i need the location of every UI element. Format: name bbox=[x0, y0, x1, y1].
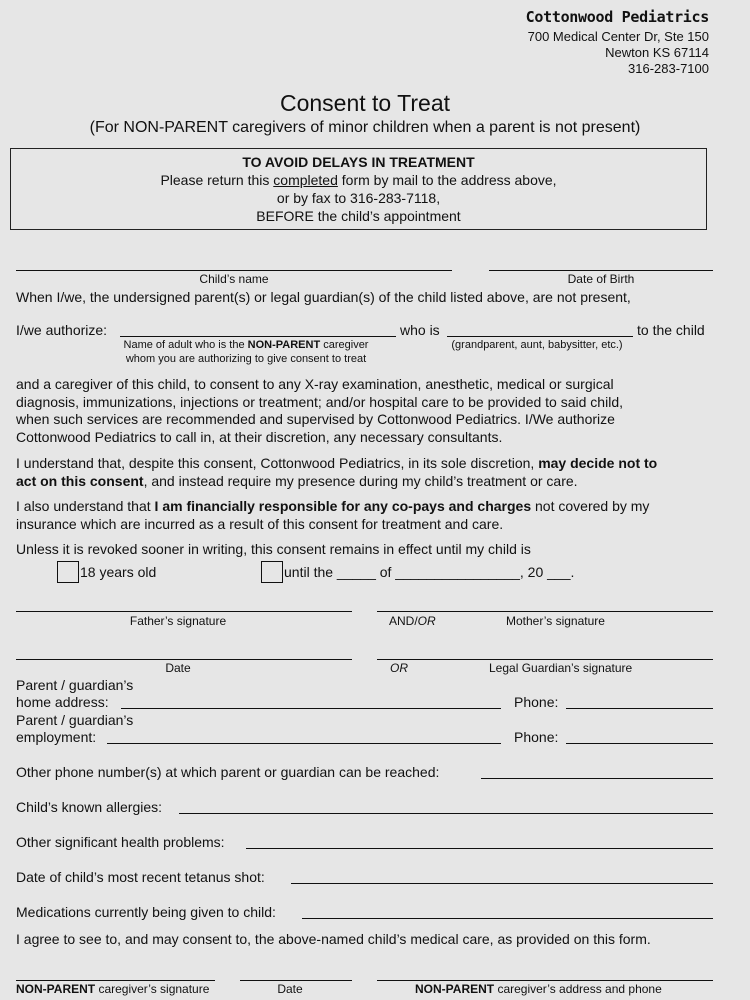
other-phone-field[interactable] bbox=[481, 778, 713, 779]
employment-phone-field[interactable] bbox=[566, 743, 713, 744]
home-address-label1: Parent / guardian’s bbox=[16, 677, 134, 693]
parent-date-label: Date bbox=[165, 661, 191, 675]
medications-label: Medications currently being given to child: bbox=[16, 904, 276, 920]
date-of-birth-field[interactable] bbox=[489, 270, 713, 271]
notice-line1 bbox=[11, 172, 706, 189]
notice-line2: or by fax to 316-283-7118, bbox=[276, 190, 441, 206]
discretion-line2-post: , and instead require my presence during my child’s treatment or care. bbox=[143, 472, 578, 489]
intro-text: When I/we, the undersigned parent(s) or legal guardian(s) of the child listed above, are not present, bbox=[16, 289, 631, 305]
authorize-prefix: I/we authorize: bbox=[16, 322, 108, 338]
notice-underlined-word: completed bbox=[273, 172, 338, 188]
caption1-pre: Name of adult who is the bbox=[123, 339, 248, 351]
caregiver-date-label: Date bbox=[277, 982, 303, 996]
consent-paragraph bbox=[16, 376, 716, 446]
duration-text: Unless it is revoked sooner in writing, this consent remains in effect until my child is bbox=[16, 541, 531, 557]
until-date-checkbox[interactable] bbox=[261, 561, 283, 583]
caregiver-address-field[interactable] bbox=[377, 980, 713, 981]
clinic-phone: 316-283-7100 bbox=[628, 61, 709, 76]
employment-label1: Parent / guardian’s bbox=[16, 712, 134, 728]
eighteen-years-checkbox[interactable] bbox=[57, 561, 79, 583]
discretion-line2 bbox=[16, 473, 726, 491]
caption1-bold: NON-PARENT bbox=[247, 339, 321, 351]
guardian-or-label: OR bbox=[390, 661, 408, 675]
notice-line1-pre: Please return this bbox=[160, 172, 274, 188]
notice-line1-post: form by mail to the address above, bbox=[337, 172, 557, 188]
financial-line1-pre: I also understand that bbox=[16, 498, 155, 514]
discretion-line2-bold: act on this consent bbox=[16, 472, 144, 489]
parent-date-field[interactable] bbox=[16, 659, 352, 660]
father-signature-field[interactable] bbox=[16, 611, 352, 612]
and-label: AND/ bbox=[389, 614, 418, 628]
caregiver-signature-field[interactable] bbox=[16, 980, 215, 981]
employment-phone-label: Phone: bbox=[514, 729, 559, 745]
non-parent-name-field[interactable] bbox=[120, 336, 396, 337]
discretion-line1-pre: I understand that, despite this consent, Cottonwood Pediatrics, in its sole discretion, bbox=[16, 455, 539, 471]
non-parent-name-caption2: whom you are authorizing to give consent to treat bbox=[125, 353, 367, 365]
notice-line3: BEFORE the child’s appointment bbox=[256, 208, 461, 224]
until-date-label: until the _____ of ________________, 20 ___. bbox=[284, 564, 575, 580]
caregiver-address-post: caregiver’s address and phone bbox=[494, 982, 662, 996]
financial-line2: insurance which are incurred as a result of this consent for treatment and care. bbox=[16, 515, 504, 532]
health-problems-label: Other significant health problems: bbox=[16, 834, 225, 850]
date-of-birth-label: Date of Birth bbox=[567, 272, 635, 286]
caption1-post: caregiver bbox=[320, 339, 369, 351]
allergies-label: Child’s known allergies: bbox=[16, 799, 163, 815]
notice-box bbox=[10, 148, 707, 230]
clinic-address-line2: Newton KS 67114 bbox=[605, 45, 709, 60]
form-subtitle: (For NON-PARENT caregivers of minor children when a parent is not present) bbox=[89, 119, 641, 136]
allergies-field[interactable] bbox=[179, 813, 713, 814]
tetanus-field[interactable] bbox=[291, 883, 713, 884]
father-signature-label: Father’s signature bbox=[129, 614, 227, 628]
caregiver-signature-bold: NON-PARENT bbox=[16, 982, 96, 996]
medications-field[interactable] bbox=[302, 918, 713, 919]
eighteen-years-label: 18 years old bbox=[80, 564, 157, 580]
consent-line2: diagnosis, immunizations, injections or treatment; and/or hospital care to be provided to said child, bbox=[16, 393, 623, 410]
clinic-address-line1: 700 Medical Center Dr, Ste 150 bbox=[527, 29, 709, 44]
employment-label2: employment: bbox=[16, 729, 97, 745]
relationship-field[interactable] bbox=[447, 336, 633, 337]
home-address-field[interactable] bbox=[121, 708, 501, 709]
agreement-text: I agree to see to, and may consent to, the above-named child’s medical care, as provided on this form. bbox=[16, 931, 651, 947]
financial-paragraph bbox=[16, 498, 726, 533]
guardian-signature-field[interactable] bbox=[377, 659, 713, 660]
non-parent-name-caption1 bbox=[96, 339, 396, 352]
caregiver-signature-label bbox=[16, 983, 209, 996]
home-phone-field[interactable] bbox=[566, 708, 713, 709]
discretion-line1-bold: may decide not to bbox=[538, 455, 658, 471]
consent-line4: Cottonwood Pediatrics to call in, at their discretion, any necessary consultants. bbox=[16, 428, 503, 445]
notice-heading: TO AVOID DELAYS IN TREATMENT bbox=[242, 154, 475, 170]
and-or-label bbox=[389, 615, 436, 628]
consent-line3: when such services are recommended and supervised by Cottonwood Pediatrics. I/We authorize bbox=[16, 411, 615, 427]
other-phone-label: Other phone number(s) at which parent or guardian can be reached: bbox=[16, 764, 440, 780]
caregiver-address-label bbox=[415, 983, 662, 996]
employment-field[interactable] bbox=[107, 743, 501, 744]
child-name-label: Child’s name bbox=[199, 272, 269, 286]
financial-line1-post: not covered by my bbox=[531, 498, 650, 514]
form-title: Consent to Treat bbox=[279, 90, 451, 116]
caregiver-signature-post: caregiver’s signature bbox=[95, 982, 210, 996]
health-problems-field[interactable] bbox=[246, 848, 713, 849]
caregiver-address-bold: NON-PARENT bbox=[415, 982, 495, 996]
child-name-field[interactable] bbox=[16, 270, 452, 271]
who-is-label: who is bbox=[400, 322, 440, 338]
financial-line1-bold: I am financially responsible for any co-pays and charges bbox=[154, 498, 532, 514]
or-label: OR bbox=[417, 614, 436, 628]
to-the-child-label: to the child bbox=[637, 322, 705, 338]
home-phone-label: Phone: bbox=[514, 694, 559, 710]
clinic-name: Cottonwood Pediatrics bbox=[525, 8, 709, 26]
relationship-caption: (grandparent, aunt, babysitter, etc.) bbox=[451, 339, 623, 351]
mother-signature-label: Mother’s signature bbox=[506, 614, 605, 628]
financial-line1 bbox=[16, 498, 726, 516]
consent-line1: and a caregiver of this child, to consent to any X-ray examination, anesthetic, medical or surgical bbox=[16, 376, 614, 392]
discretion-paragraph bbox=[16, 455, 726, 490]
discretion-line1 bbox=[16, 455, 726, 473]
tetanus-label: Date of child’s most recent tetanus shot: bbox=[16, 869, 265, 885]
home-address-label2: home address: bbox=[16, 694, 109, 710]
caregiver-date-field[interactable] bbox=[240, 980, 352, 981]
mother-signature-field[interactable] bbox=[377, 611, 713, 612]
guardian-signature-label: Legal Guardian’s signature bbox=[489, 661, 633, 675]
